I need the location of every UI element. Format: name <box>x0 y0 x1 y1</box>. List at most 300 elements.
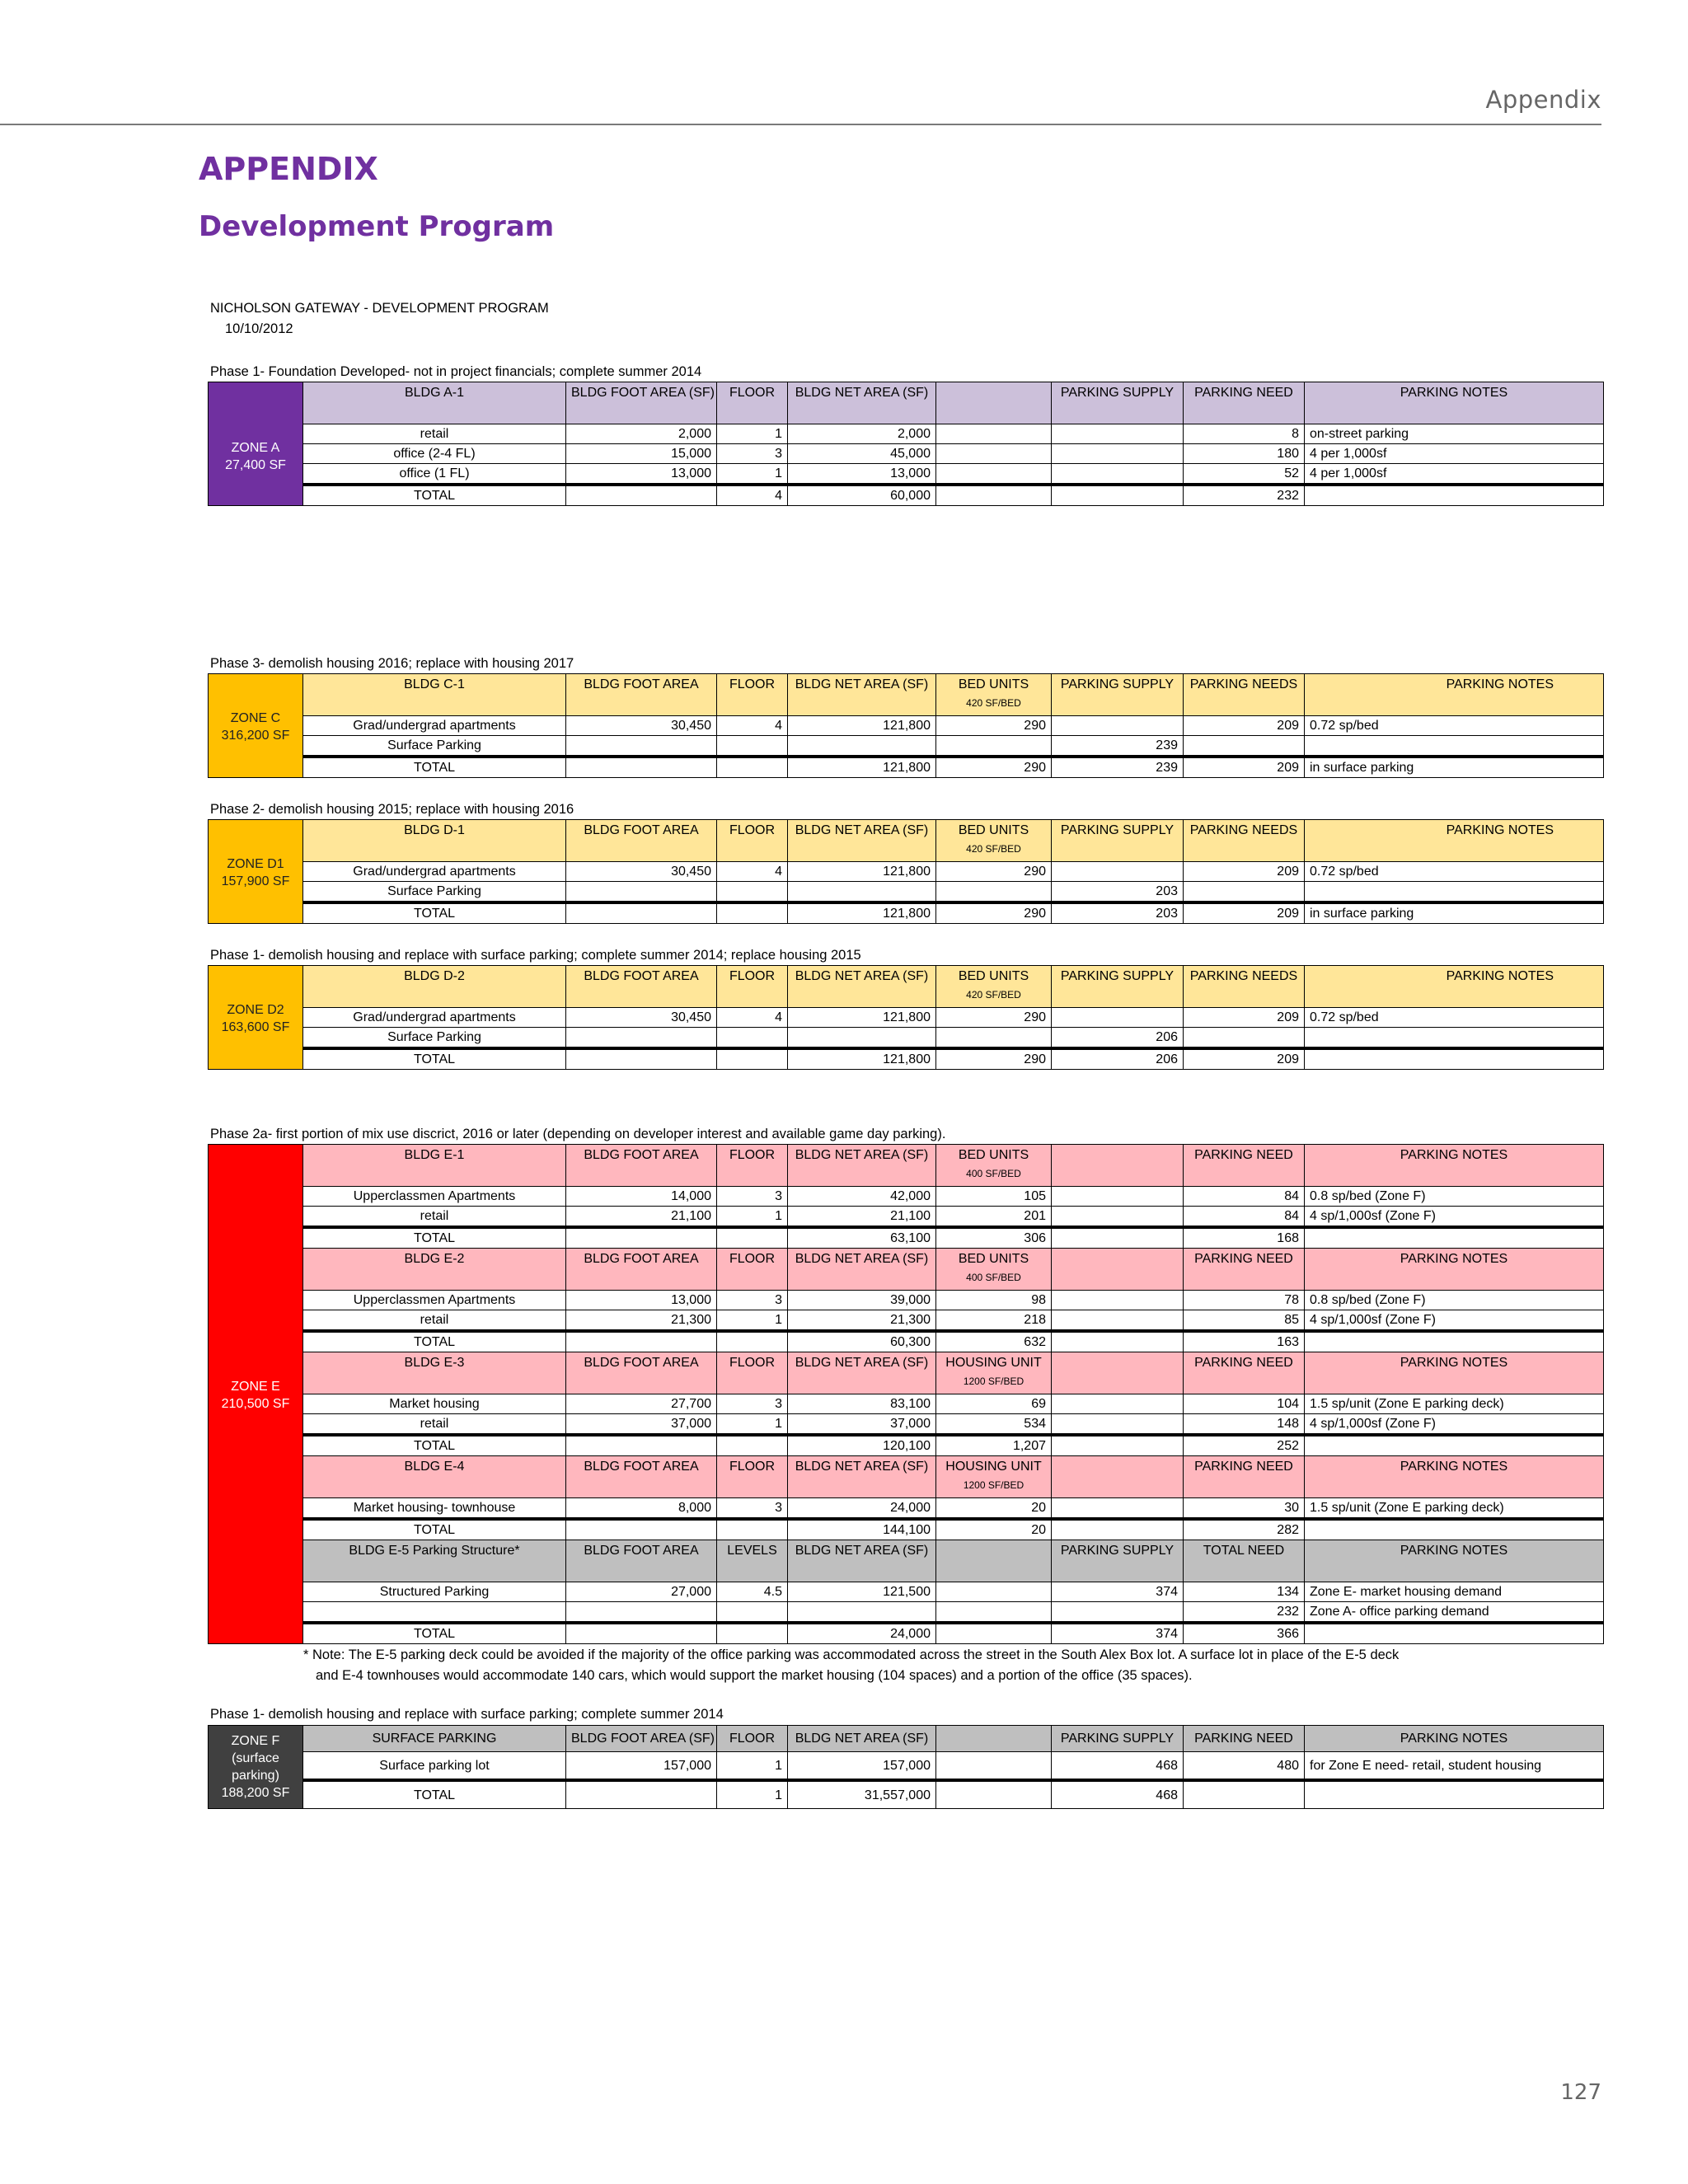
table-cell: 157,000 <box>788 1752 936 1780</box>
table-row <box>209 1310 1604 1332</box>
table-cell: 13,000 <box>566 1291 717 1310</box>
table-cell <box>1052 1187 1184 1207</box>
table-cell <box>1052 1249 1184 1291</box>
table-cell: TOTAL <box>303 902 566 924</box>
table-row <box>209 1227 1604 1249</box>
table-row <box>209 424 1604 444</box>
table-header-row <box>209 382 1604 424</box>
table-cell: 8 <box>1184 424 1305 444</box>
table-cell: BLDG E-5 Parking Structure* <box>303 1540 566 1582</box>
table-cell: BLDG E-3 <box>303 1352 566 1394</box>
table-cell: 30,450 <box>566 1008 717 1028</box>
table-cell: BLDG D-2 <box>303 966 566 1008</box>
zone-label-line: ZONE D1 <box>227 856 284 871</box>
table-cell <box>1052 1602 1184 1624</box>
table-cell: 203 <box>1052 882 1184 903</box>
table-cell <box>1052 464 1184 485</box>
table-cell <box>566 1227 717 1249</box>
table-cell: 3 <box>717 1394 788 1414</box>
table-cell <box>936 1602 1052 1624</box>
table-cell: BLDG FOOT AREA <box>566 674 717 716</box>
table-cell <box>936 1752 1052 1780</box>
zone-label-line: ZONE C <box>230 710 281 725</box>
table-cell <box>1052 1498 1184 1520</box>
table-cell: 4 <box>717 862 788 882</box>
table-cell: BLDG E-2 <box>303 1249 566 1291</box>
table-cell: 85 <box>1184 1310 1305 1332</box>
table-cell <box>717 1331 788 1352</box>
table-header-row <box>209 1540 1604 1582</box>
table-cell: 84 <box>1184 1207 1305 1228</box>
table-cell: PARKING NOTES <box>1305 382 1604 424</box>
table-cell: 1,207 <box>936 1435 1052 1456</box>
table-cell <box>566 1028 717 1049</box>
table-cell <box>1305 1780 1604 1808</box>
table-cell: 4 <box>717 716 788 736</box>
zone-e-section-title: Phase 2a- first portion of mix use discrict, 2016 or later (depending on developer interest and available game day parking). <box>210 1127 946 1141</box>
table-cell <box>1305 882 1604 903</box>
table-cell: PARKING SUPPLY <box>1052 1726 1184 1752</box>
table-cell <box>717 1028 788 1049</box>
table-cell <box>1052 444 1184 464</box>
table-header-row <box>209 1352 1604 1394</box>
table-cell: BLDG E-1 <box>303 1145 566 1187</box>
table-cell: PARKING NOTES <box>1305 1352 1604 1394</box>
table-cell: Upperclassmen Apartments <box>303 1187 566 1207</box>
table-cell: LEVELS <box>717 1540 788 1582</box>
zone-label-line: ZONE D2 <box>227 1002 284 1017</box>
table-cell: TOTAL <box>303 757 566 778</box>
table-cell: FLOOR <box>717 1726 788 1752</box>
table-cell <box>717 1227 788 1249</box>
table-cell <box>566 1435 717 1456</box>
zone-a-table <box>208 382 1604 506</box>
zone-f-table <box>208 1725 1604 1809</box>
table-cell: 121,800 <box>788 1008 936 1028</box>
table-cell: 239 <box>1052 736 1184 757</box>
table-cell <box>566 485 717 506</box>
table-cell: Zone E- market housing demand <box>1305 1582 1604 1602</box>
table-cell <box>1052 1331 1184 1352</box>
table-cell: SURFACE PARKING <box>303 1726 566 1752</box>
table-row <box>209 444 1604 464</box>
table-cell: 4 sp/1,000sf (Zone F) <box>1305 1310 1604 1332</box>
table-cell: in surface parking <box>1305 757 1604 778</box>
table-cell: PARKING NOTES <box>1305 674 1604 716</box>
table-cell: PARKING NOTES <box>1305 1726 1604 1752</box>
table-cell <box>936 736 1052 757</box>
table-cell: for Zone E need- retail, student housing <box>1305 1752 1604 1780</box>
table-cell: 232 <box>1184 485 1305 506</box>
table-cell: BLDG FOOT AREA <box>566 1352 717 1394</box>
table-cell: 121,800 <box>788 757 936 778</box>
table-cell <box>1305 1227 1604 1249</box>
table-cell: PARKING SUPPLY <box>1052 966 1184 1008</box>
table-cell <box>566 1623 717 1644</box>
table-cell: BLDG C-1 <box>303 674 566 716</box>
table-cell <box>566 902 717 924</box>
table-cell: 45,000 <box>788 444 936 464</box>
table-cell: FLOOR <box>717 820 788 862</box>
table-cell: 218 <box>936 1310 1052 1332</box>
table-cell: BLDG NET AREA (SF) <box>788 966 936 1008</box>
table-cell: PARKING NEED <box>1184 1456 1305 1498</box>
table-cell: 21,100 <box>788 1207 936 1228</box>
table-cell: 374 <box>1052 1582 1184 1602</box>
zone-d2-table <box>208 965 1604 1070</box>
table-row <box>209 882 1604 903</box>
table-cell: 209 <box>1184 1008 1305 1028</box>
table-cell: 206 <box>1052 1028 1184 1049</box>
table-cell: PARKING SUPPLY <box>1052 820 1184 862</box>
table-cell: TOTAL <box>303 1331 566 1352</box>
zone-e-note-line-2: and E-4 townhouses would accommodate 140 cars, which would support the market housing (104 spaces) and a portion of the office (35 spaces). <box>316 1668 1193 1683</box>
table-row <box>209 1602 1604 1624</box>
table-cell: BLDG NET AREA (SF) <box>788 382 936 424</box>
table-cell: 209 <box>1184 862 1305 882</box>
table-cell: 468 <box>1052 1780 1184 1808</box>
table-cell <box>566 1602 717 1624</box>
table-row <box>209 757 1604 778</box>
table-cell: TOTAL <box>303 1780 566 1808</box>
page-subtitle: Development Program <box>199 210 555 243</box>
table-cell: PARKING NOTES <box>1305 1456 1604 1498</box>
table-cell: 632 <box>936 1331 1052 1352</box>
table-cell: 42,000 <box>788 1187 936 1207</box>
table-cell: 0.72 sp/bed <box>1305 862 1604 882</box>
table-header-row <box>209 1456 1604 1498</box>
table-cell: 4.5 <box>717 1582 788 1602</box>
table-cell: 290 <box>936 902 1052 924</box>
table-cell: 60,000 <box>788 485 936 506</box>
table-cell: PARKING NOTES <box>1305 1540 1604 1582</box>
table-cell: FLOOR <box>717 1352 788 1394</box>
table-cell: FLOOR <box>717 1145 788 1187</box>
table-cell: 157,000 <box>566 1752 717 1780</box>
table-cell: 39,000 <box>788 1291 936 1310</box>
table-cell: Structured Parking <box>303 1582 566 1602</box>
zone-label-line: ZONE F <box>231 1734 280 1748</box>
table-cell: 209 <box>1184 716 1305 736</box>
table-cell: TOTAL <box>303 1519 566 1540</box>
table-cell: PARKING NEED <box>1184 1726 1305 1752</box>
table-cell <box>1052 424 1184 444</box>
table-cell <box>303 1602 566 1624</box>
table-cell: 2,000 <box>788 424 936 444</box>
table-row <box>209 1623 1604 1644</box>
table-cell: 1 <box>717 1414 788 1436</box>
table-cell: PARKING NOTES <box>1305 1249 1604 1291</box>
table-cell: 1 <box>717 464 788 485</box>
table-row <box>209 862 1604 882</box>
table-cell: 24,000 <box>788 1498 936 1520</box>
header-subnote: 420 SF/BED <box>966 843 1021 855</box>
table-cell <box>717 736 788 757</box>
table-cell: 31,557,000 <box>788 1780 936 1808</box>
table-cell: 30,450 <box>566 716 717 736</box>
table-cell <box>566 1780 717 1808</box>
table-cell: 13,000 <box>566 464 717 485</box>
table-row <box>209 1582 1604 1602</box>
table-cell <box>717 1602 788 1624</box>
table-cell: BLDG FOOT AREA <box>566 1456 717 1498</box>
zone-d1-section-title: Phase 2- demolish housing 2015; replace with housing 2016 <box>210 802 574 817</box>
table-cell: 13,000 <box>788 464 936 485</box>
table-cell <box>717 1048 788 1070</box>
table-cell <box>1052 1207 1184 1228</box>
table-cell <box>936 1780 1052 1808</box>
table-cell: FLOOR <box>717 1456 788 1498</box>
table-cell: 4 sp/1,000sf (Zone F) <box>1305 1414 1604 1436</box>
table-cell: 134 <box>1184 1582 1305 1602</box>
zone-d2-section-title: Phase 1- demolish housing and replace with surface parking; complete summer 2014; replace housing 2015 <box>210 948 861 963</box>
table-cell: 180 <box>1184 444 1305 464</box>
table-cell: 232 <box>1184 1602 1305 1624</box>
table-cell: BLDG FOOT AREA <box>566 1540 717 1582</box>
table-cell: 252 <box>1184 1435 1305 1456</box>
table-cell: 20 <box>936 1498 1052 1520</box>
program-date: 10/10/2012 <box>225 321 293 336</box>
table-header-row <box>209 820 1604 862</box>
table-cell <box>936 1623 1052 1644</box>
table-cell: 84 <box>1184 1187 1305 1207</box>
table-header-row <box>209 1145 1604 1187</box>
table-cell: BLDG FOOT AREA <box>566 1249 717 1291</box>
table-row <box>209 1048 1604 1070</box>
table-cell <box>1052 1414 1184 1436</box>
table-cell <box>1052 1310 1184 1332</box>
table-cell <box>717 1623 788 1644</box>
table-cell: 24,000 <box>788 1623 936 1644</box>
table-cell: BED UNITS 420 SF/BED <box>936 674 1052 716</box>
table-cell: 1 <box>717 424 788 444</box>
table-cell: PARKING NEED <box>1184 1145 1305 1187</box>
table-cell: 121,800 <box>788 862 936 882</box>
table-cell <box>788 882 936 903</box>
table-cell: BLDG A-1 <box>303 382 566 424</box>
zone-c-table <box>208 673 1604 778</box>
header-subnote: 400 SF/BED <box>966 1272 1021 1283</box>
table-cell: 480 <box>1184 1752 1305 1780</box>
table-cell: 27,700 <box>566 1394 717 1414</box>
zone-e-table <box>208 1144 1604 1644</box>
table-cell: 290 <box>936 1048 1052 1070</box>
table-cell: 121,800 <box>788 716 936 736</box>
table-cell: Surface Parking <box>303 1028 566 1049</box>
table-cell: FLOOR <box>717 674 788 716</box>
table-cell <box>936 1540 1052 1582</box>
table-cell <box>1305 1048 1604 1070</box>
header-rule <box>0 124 1601 125</box>
table-cell: BED UNITS 420 SF/BED <box>936 966 1052 1008</box>
table-cell: BLDG FOOT AREA <box>566 820 717 862</box>
table-cell: 120,100 <box>788 1435 936 1456</box>
zone-label-line: 157,900 SF <box>221 874 290 888</box>
table-cell: PARKING NOTES <box>1305 966 1604 1008</box>
table-cell: 290 <box>936 862 1052 882</box>
table-cell: 63,100 <box>788 1227 936 1249</box>
table-cell: 1.5 sp/unit (Zone E parking deck) <box>1305 1498 1604 1520</box>
table-cell: 4 sp/1,000sf (Zone F) <box>1305 1207 1604 1228</box>
page-number: 127 <box>1560 2080 1601 2105</box>
zone-d1-label <box>209 820 303 924</box>
table-row <box>209 1414 1604 1436</box>
table-row <box>209 1498 1604 1520</box>
table-cell: 69 <box>936 1394 1052 1414</box>
table-cell: 4 <box>717 1008 788 1028</box>
zone-label-line: 163,600 SF <box>221 1019 290 1034</box>
table-cell: BED UNITS 400 SF/BED <box>936 1249 1052 1291</box>
table-cell <box>717 882 788 903</box>
table-cell: 203 <box>1052 902 1184 924</box>
table-row <box>209 902 1604 924</box>
table-cell: TOTAL <box>303 1435 566 1456</box>
table-cell: BLDG E-4 <box>303 1456 566 1498</box>
table-cell: 468 <box>1052 1752 1184 1780</box>
table-cell: 206 <box>1052 1048 1184 1070</box>
table-cell: PARKING SUPPLY <box>1052 382 1184 424</box>
table-cell: 37,000 <box>788 1414 936 1436</box>
table-cell: BLDG NET AREA (SF) <box>788 1145 936 1187</box>
table-cell <box>1184 1780 1305 1808</box>
header-subnote: 1200 SF/BED <box>963 1376 1025 1387</box>
table-cell: 21,100 <box>566 1207 717 1228</box>
table-cell: 4 <box>717 485 788 506</box>
table-cell <box>1305 1519 1604 1540</box>
zone-c-section-title: Phase 3- demolish housing 2016; replace with housing 2017 <box>210 656 574 671</box>
table-cell: 209 <box>1184 1048 1305 1070</box>
table-cell <box>717 757 788 778</box>
table-cell <box>936 882 1052 903</box>
table-cell: retail <box>303 1207 566 1228</box>
table-cell <box>566 736 717 757</box>
table-cell: PARKING NEEDS <box>1184 966 1305 1008</box>
table-cell <box>1184 1028 1305 1049</box>
table-cell: 3 <box>717 444 788 464</box>
table-cell: Grad/undergrad apartments <box>303 862 566 882</box>
table-cell <box>717 1519 788 1540</box>
table-row <box>209 1187 1604 1207</box>
table-cell: office (1 FL) <box>303 464 566 485</box>
table-cell: office (2-4 FL) <box>303 444 566 464</box>
table-row <box>209 1394 1604 1414</box>
table-cell: 60,300 <box>788 1331 936 1352</box>
table-cell: 27,000 <box>566 1582 717 1602</box>
table-cell <box>936 382 1052 424</box>
table-cell <box>566 1519 717 1540</box>
page-title: APPENDIX <box>199 151 378 187</box>
table-cell: 3 <box>717 1291 788 1310</box>
zone-a-label <box>209 382 303 506</box>
table-cell: 121,800 <box>788 1048 936 1070</box>
table-cell: BLDG NET AREA (SF) <box>788 1726 936 1752</box>
table-cell: PARKING NEED <box>1184 382 1305 424</box>
zone-label-line: 316,200 SF <box>221 728 290 743</box>
table-cell: retail <box>303 1310 566 1332</box>
table-row <box>209 1028 1604 1049</box>
table-cell: 290 <box>936 757 1052 778</box>
table-cell: Upperclassmen Apartments <box>303 1291 566 1310</box>
table-cell <box>1305 736 1604 757</box>
table-cell: BLDG FOOT AREA <box>566 1145 717 1187</box>
zone-label-line: 27,400 SF <box>225 457 286 472</box>
zone-f-label <box>209 1726 303 1809</box>
table-cell: 0.72 sp/bed <box>1305 1008 1604 1028</box>
table-cell <box>717 902 788 924</box>
header-subnote: 400 SF/BED <box>966 1168 1021 1179</box>
table-cell: BLDG FOOT AREA (SF) <box>566 1726 717 1752</box>
table-cell: PARKING NEEDS <box>1184 674 1305 716</box>
table-cell <box>936 444 1052 464</box>
table-cell: 168 <box>1184 1227 1305 1249</box>
table-row <box>209 1435 1604 1456</box>
table-cell <box>1052 1145 1184 1187</box>
table-cell: PARKING NOTES <box>1305 820 1604 862</box>
table-cell: 366 <box>1184 1623 1305 1644</box>
table-cell: BED UNITS 420 SF/BED <box>936 820 1052 862</box>
table-cell: BLDG FOOT AREA (SF) <box>566 382 717 424</box>
table-cell: TOTAL <box>303 1227 566 1249</box>
table-cell <box>1305 485 1604 506</box>
table-cell <box>788 1602 936 1624</box>
table-cell: 374 <box>1052 1623 1184 1644</box>
table-cell: 239 <box>1052 757 1184 778</box>
table-row <box>209 1207 1604 1228</box>
table-cell: 1 <box>717 1752 788 1780</box>
zone-d1-table <box>208 819 1604 924</box>
table-cell <box>788 736 936 757</box>
zone-f-section-title: Phase 1- demolish housing and replace with surface parking; complete summer 2014 <box>210 1707 724 1722</box>
table-cell: 209 <box>1184 757 1305 778</box>
table-row <box>209 1008 1604 1028</box>
table-cell: BLDG NET AREA (SF) <box>788 1249 936 1291</box>
table-cell: 282 <box>1184 1519 1305 1540</box>
table-cell: PARKING SUPPLY <box>1052 674 1184 716</box>
table-cell: 290 <box>936 716 1052 736</box>
zone-a-section-title: Phase 1- Foundation Developed- not in project financials; complete summer 2014 <box>210 364 702 379</box>
header-subnote: 1200 SF/BED <box>963 1479 1025 1491</box>
zone-label-line: ZONE E <box>231 1379 280 1394</box>
table-cell <box>566 757 717 778</box>
table-row <box>209 464 1604 485</box>
table-cell <box>1305 1331 1604 1352</box>
table-cell: BLDG NET AREA (SF) <box>788 820 936 862</box>
table-cell <box>936 424 1052 444</box>
table-cell <box>788 1028 936 1049</box>
table-cell: 144,100 <box>788 1519 936 1540</box>
program-title: NICHOLSON GATEWAY - DEVELOPMENT PROGRAM <box>210 301 549 316</box>
table-cell: PARKING NEEDS <box>1184 820 1305 862</box>
table-cell <box>1184 736 1305 757</box>
table-cell: Surface Parking <box>303 882 566 903</box>
table-cell: 3 <box>717 1187 788 1207</box>
table-cell: Surface Parking <box>303 736 566 757</box>
table-cell: 163 <box>1184 1331 1305 1352</box>
table-cell: BLDG NET AREA (SF) <box>788 1456 936 1498</box>
table-cell: HOUSING UNIT 1200 SF/BED <box>936 1456 1052 1498</box>
table-cell <box>566 1048 717 1070</box>
zone-label-line: (surface <box>232 1751 279 1765</box>
table-cell: on-street parking <box>1305 424 1604 444</box>
header-subnote: 420 SF/BED <box>966 989 1021 1001</box>
table-cell: 78 <box>1184 1291 1305 1310</box>
table-cell <box>717 1435 788 1456</box>
table-cell: 8,000 <box>566 1498 717 1520</box>
table-cell: 148 <box>1184 1414 1305 1436</box>
table-cell: 0.72 sp/bed <box>1305 716 1604 736</box>
table-cell: TOTAL <box>303 485 566 506</box>
table-cell: 30,450 <box>566 862 717 882</box>
